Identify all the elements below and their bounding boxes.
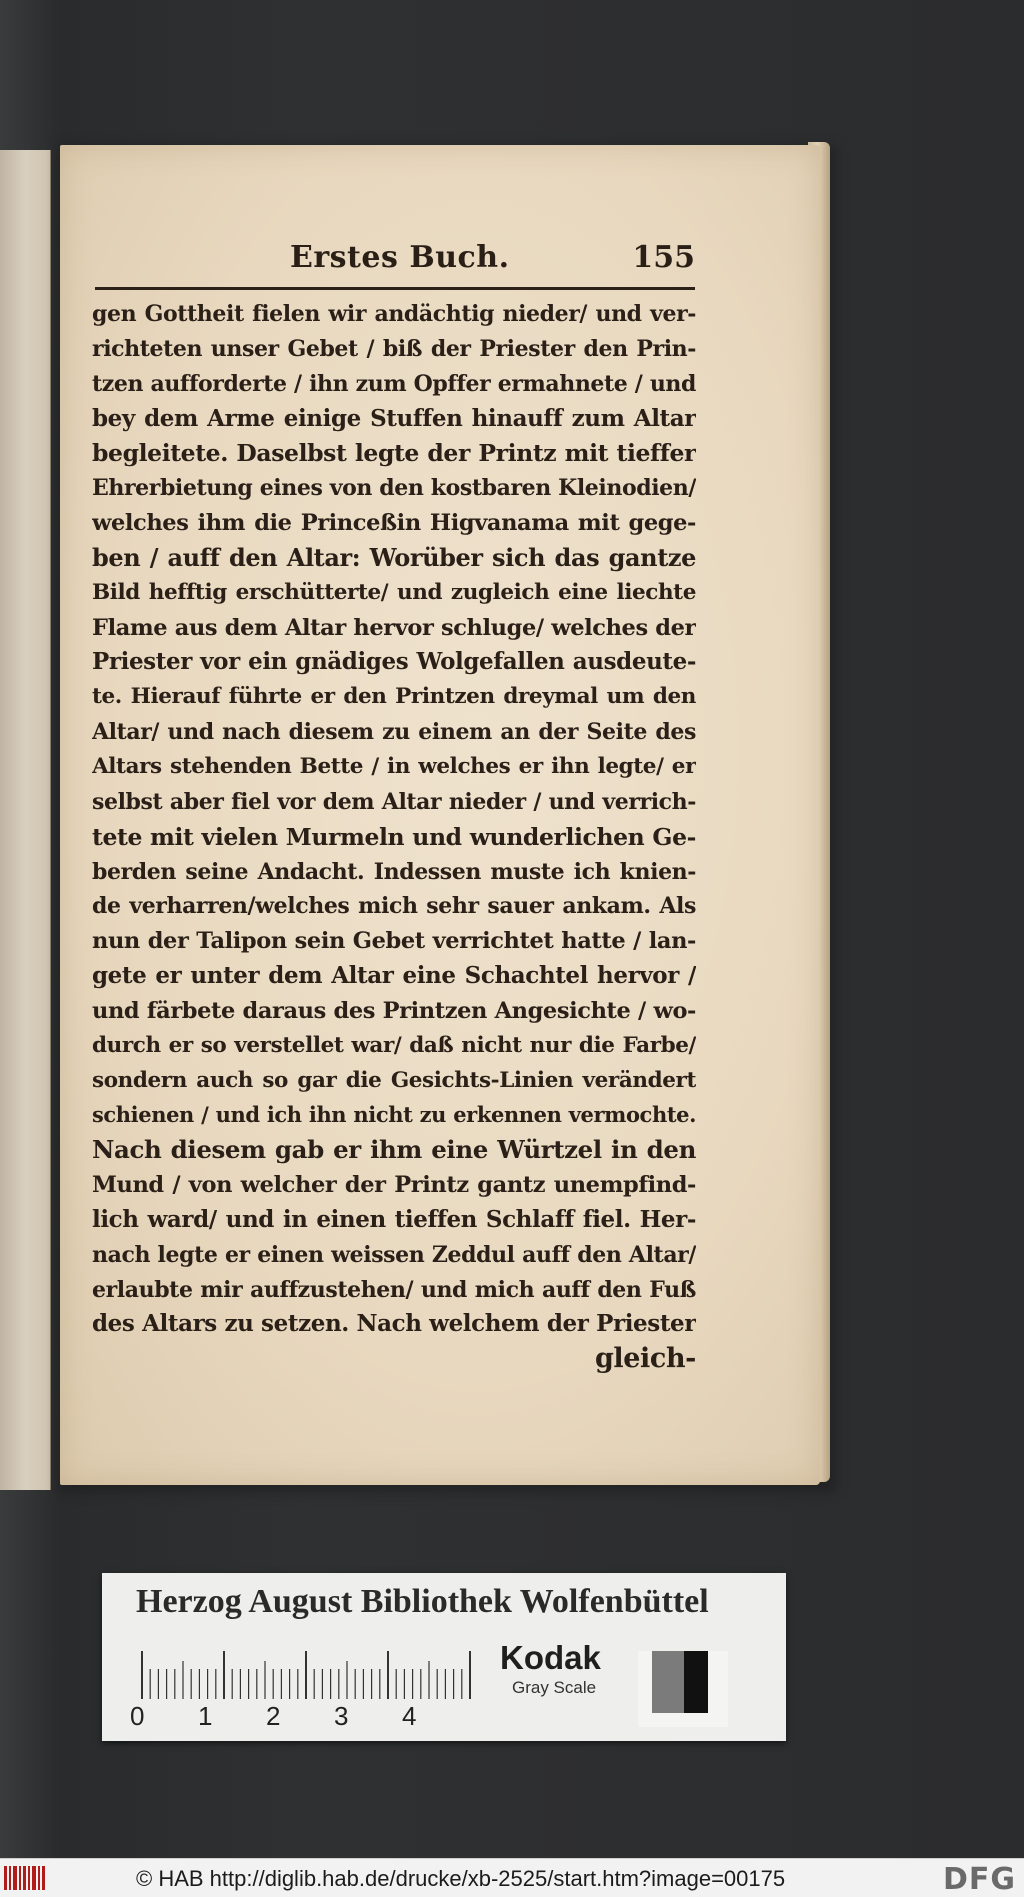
text-line: durch er so verstellet war/ daß nicht nur die Farbe/ xyxy=(92,1032,696,1058)
text-line: nun der Talipon sein Gebet verrichtet hatte / lan- xyxy=(92,928,696,955)
copyright-link[interactable]: © HAB http://diglib.hab.de/drucke/xb-2525/start.htm?image=00175 xyxy=(136,1866,786,1891)
head-rule xyxy=(95,287,695,290)
text-line: tzen aufforderte / ihn zum Opffer ermahnete / und xyxy=(92,370,696,397)
text-line: te. Hierauf führte er den Printzen dreymal um den xyxy=(92,684,696,710)
text-line: schienen / und ich ihn nicht zu erkennen vermochte. xyxy=(92,1102,696,1128)
text-line: Nach diesem gab er ihm eine Würtzel in den xyxy=(92,1135,696,1165)
text-line: Mund / von welcher der Printz gantz unempfind- xyxy=(92,1172,696,1199)
text-line: gen Gottheit fielen wir andächtig nieder/ und ver- xyxy=(92,301,696,327)
text-line: ben / auff den Altar: Worüber sich das gantze xyxy=(92,542,696,572)
text-line: erlaubte mir auffzustehen/ und mich auff den Fuß xyxy=(92,1276,696,1303)
running-head-title: Erstes Buch. xyxy=(290,240,510,275)
text-line: des Altars zu setzen. Nach welchem der Priester xyxy=(92,1310,696,1338)
ruler-scale xyxy=(140,1651,476,1701)
ruler-number: 0 xyxy=(130,1701,145,1731)
text-line: gete er unter dem Altar eine Schachtel hervor / xyxy=(92,962,696,990)
ruler-number: 2 xyxy=(266,1701,281,1731)
running-head xyxy=(95,240,695,290)
text-line: lich ward/ und in einen tieffen Schlaff fiel. Her- xyxy=(92,1205,696,1233)
page-body-text xyxy=(92,297,696,1377)
gray-swatch-panel xyxy=(638,1651,728,1727)
text-line: selbst aber fiel vor dem Altar nieder / und verrich- xyxy=(92,788,696,815)
ruler-numbers xyxy=(130,1701,490,1731)
ruler-number: 1 xyxy=(198,1701,213,1731)
text-line: berden seine Andacht. Indessen muste ich knien- xyxy=(92,858,696,885)
previous-page-edge xyxy=(0,150,51,1490)
barcode-icon xyxy=(4,1866,48,1890)
page-number: 155 xyxy=(632,240,695,275)
text-line: und färbete daraus des Printzen Angesichte / wo- xyxy=(92,997,696,1024)
text-line: tete mit vielen Murmeln und wunderlichen Ge- xyxy=(92,822,696,851)
dfg-logo: DFG xyxy=(942,1862,1016,1897)
gray-swatch xyxy=(652,1651,684,1713)
text-line: Bild hefftig erschütterte/ und zugleich eine liechte xyxy=(92,579,696,605)
text-line: welches ihm die Princeßin Higvanama mit gege- xyxy=(92,510,696,537)
black-swatch xyxy=(684,1651,708,1713)
ruler-number: 4 xyxy=(402,1701,417,1731)
catchword: gleich- xyxy=(594,1343,696,1375)
text-line: Flame aus dem Altar hervor schluge/ welches der xyxy=(92,614,696,641)
text-line: bey dem Arme einige Stuffen hinauff zum Altar xyxy=(92,404,696,432)
kodak-brand: Kodak xyxy=(500,1639,601,1676)
text-line: Altars stehenden Bette / in welches er ihn legte/ er xyxy=(92,753,696,779)
gray-scale-label: Gray Scale xyxy=(512,1678,597,1697)
text-line: richteten unser Gebet / biß der Priester den Prin- xyxy=(92,335,696,362)
text-line: Altar/ und nach diesem zu einem an der Seite des xyxy=(92,719,696,746)
text-line: de verharren/welches mich sehr sauer ankam. Als xyxy=(92,893,696,920)
ruler-number: 3 xyxy=(334,1701,349,1731)
text-line: Ehrerbietung eines von den kostbaren Kleinodien/ xyxy=(92,475,696,502)
library-name: Herzog August Bibliothek Wolfenbüttel xyxy=(136,1583,709,1620)
text-line: nach legte er einen weissen Zeddul auff den Altar/ xyxy=(92,1241,696,1268)
color-calibration-card xyxy=(102,1573,786,1741)
text-line: begleitete. Daselbst legte der Printz mit tieffer xyxy=(92,439,696,468)
text-line: sondern auch so gar die Gesichts-Linien verändert xyxy=(92,1067,696,1093)
footer-bar xyxy=(0,1858,1024,1897)
text-line: Priester vor ein gnädiges Wolgefallen ausdeute- xyxy=(92,648,696,676)
